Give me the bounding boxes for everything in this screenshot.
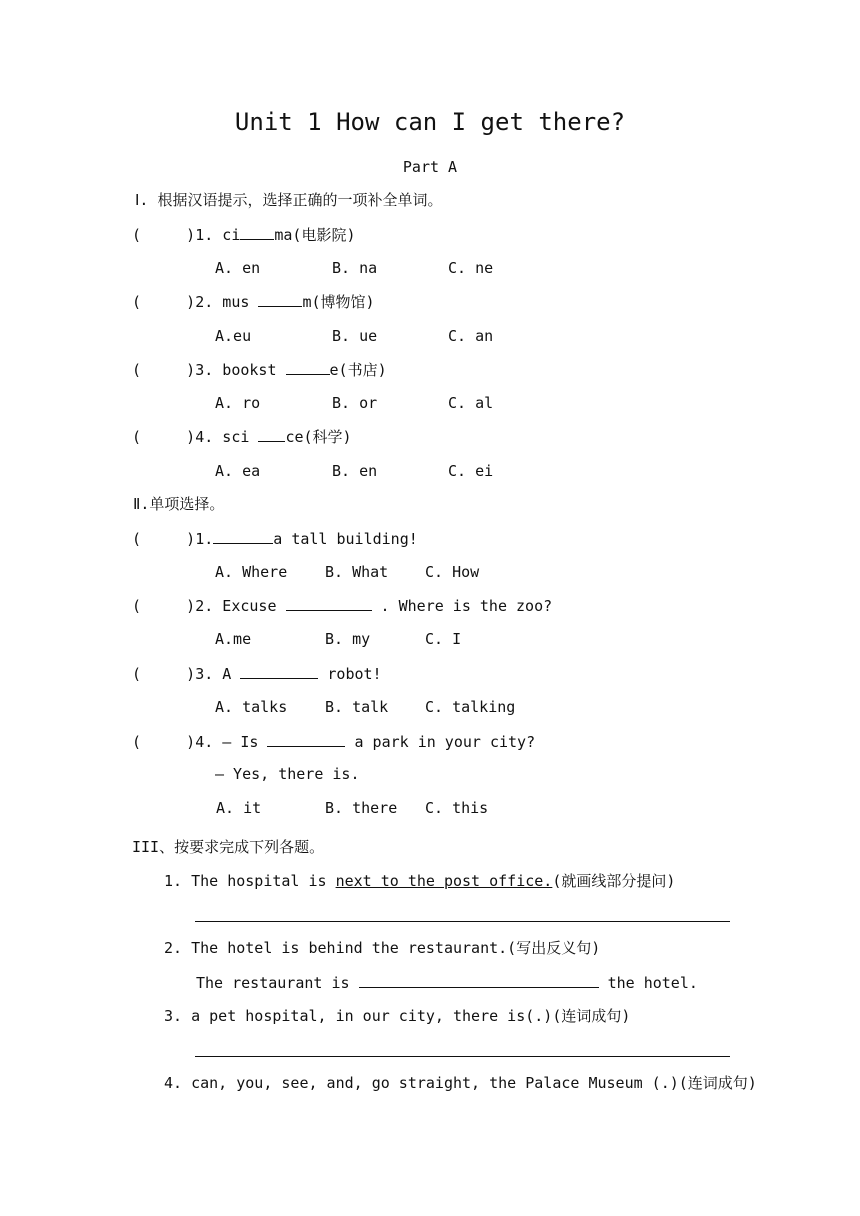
answer-blank[interactable]	[286, 595, 372, 611]
answer-blank[interactable]	[359, 972, 599, 988]
s2-option-b[interactable]: B. my	[325, 630, 371, 648]
s2-option-a[interactable]: A. talks	[215, 698, 288, 716]
answer-blank[interactable]	[240, 663, 318, 679]
s1-option-a[interactable]: A. ea	[215, 462, 261, 480]
s2-option-a[interactable]: A.me	[215, 630, 252, 648]
s1-option-c[interactable]: C. al	[448, 394, 494, 412]
answer-line[interactable]	[195, 921, 730, 922]
s2-option-a[interactable]: A. it	[216, 799, 262, 817]
s2-question-1: ( )1. a tall building!	[132, 530, 418, 548]
s3-question-1: 1. The hospital is next to the post office.(就画线部分提问)	[164, 872, 676, 890]
s1-option-b[interactable]: B. ue	[332, 327, 378, 345]
answer-blank[interactable]	[213, 528, 273, 544]
s2-reply-line: — Yes, there is.	[215, 765, 360, 783]
s1-option-b[interactable]: B. na	[332, 259, 378, 277]
s1-option-a[interactable]: A. ro	[215, 394, 261, 412]
s1-option-c[interactable]: C. an	[448, 327, 494, 345]
section1-heading: Ⅰ. 根据汉语提示，选择正确的一项补全单词。	[135, 191, 443, 209]
s1-option-a[interactable]: A. en	[215, 259, 261, 277]
answer-blank[interactable]	[258, 291, 302, 307]
s1-question-3: ( )3. bookst e(书店)	[132, 361, 387, 379]
s3-question-2-fill: The restaurant is the hotel.	[196, 974, 698, 992]
s2-question-4: ( )4. — Is a park in your city?	[132, 733, 536, 751]
s2-question-3: ( )3. A robot!	[132, 665, 382, 683]
s1-option-c[interactable]: C. ne	[448, 259, 494, 277]
s2-option-b[interactable]: B. talk	[325, 698, 389, 716]
s2-option-a[interactable]: A. Where	[215, 563, 288, 581]
s2-option-b[interactable]: B. there	[325, 799, 398, 817]
s2-option-c[interactable]: C. talking	[425, 698, 516, 716]
answer-blank[interactable]	[240, 224, 274, 240]
s1-question-2: ( )2. mus m(博物馆)	[132, 293, 375, 311]
s2-option-b[interactable]: B. What	[325, 563, 389, 581]
s1-option-c[interactable]: C. ei	[448, 462, 494, 480]
page-title: Unit 1 How can I get there?	[234, 108, 626, 136]
s2-option-c[interactable]: C. How	[425, 563, 480, 581]
part-label: Part A	[402, 158, 458, 176]
answer-blank[interactable]	[258, 426, 285, 442]
s2-option-c[interactable]: C. I	[425, 630, 462, 648]
answer-blank[interactable]	[267, 731, 345, 747]
answer-line[interactable]	[195, 1056, 730, 1057]
s1-question-1: ( )1. ci ma(电影院)	[132, 226, 356, 244]
s2-question-2: ( )2. Excuse . Where is the zoo?	[132, 597, 553, 615]
answer-blank[interactable]	[286, 359, 330, 375]
s1-option-b[interactable]: B. en	[332, 462, 378, 480]
section3-heading: III、按要求完成下列各题。	[132, 838, 325, 856]
s3-question-3: 3. a pet hospital, in our city, there is(.)(连词成句)	[164, 1007, 631, 1025]
underlined-phrase: next to the post office.	[335, 872, 553, 890]
s3-question-4: 4. can, you, see, and, go straight, the Palace Museum (.)(连词成句)	[164, 1074, 757, 1092]
section2-heading: Ⅱ.单项选择。	[133, 495, 225, 513]
s2-option-c[interactable]: C. this	[425, 799, 489, 817]
s3-question-2: 2. The hotel is behind the restaurant.(写出反义句)	[164, 939, 601, 957]
s1-question-4: ( )4. sci ce(科学)	[132, 428, 352, 446]
s1-option-b[interactable]: B. or	[332, 394, 378, 412]
s1-option-a[interactable]: A.eu	[215, 327, 252, 345]
